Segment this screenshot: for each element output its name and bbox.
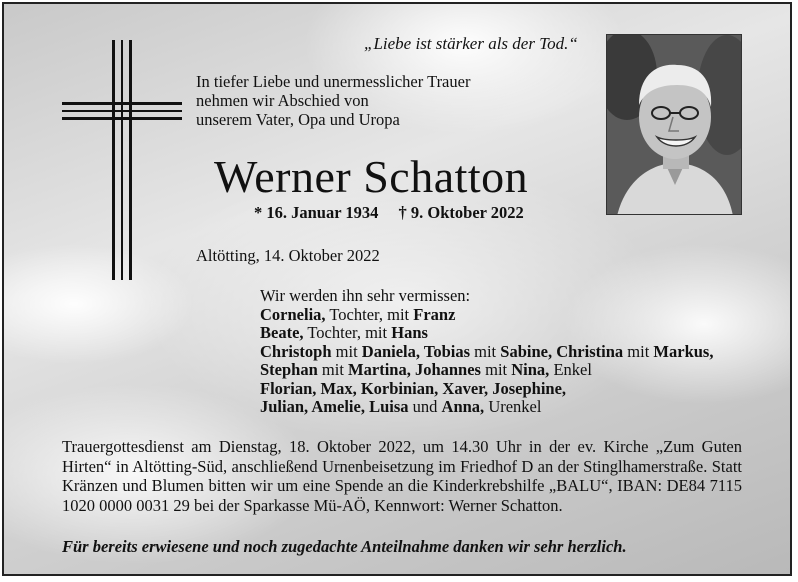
place-date: Altötting, 14. Oktober 2022 [196, 246, 380, 265]
list-item: Cornelia, Tochter, mit Franz [260, 304, 456, 324]
service-info: Trauergottesdienst am Dienstag, 18. Oktober 2022, um 14.30 Uhr in der ev. Kirche „Zum Guten Hirten“ in Altötting-Süd, anschließend Urnenbeisetzung im Friedhof D an der Stinglhamerstraße. Statt Kränzen und Blumen bitten wir um eine Spende an die Kinderkrebshilfe „BALU“, IBAN: DE84 7115 1020 0000 0031 29 bei der Sparkasse Mü-AÖ, Kennwort: Werner Schatton. [62, 437, 742, 515]
obituary-card [2, 2, 792, 576]
thanks-line: Für bereits erwiesene und noch zugedachte Anteilnahme danken wir sehr herzlich. [62, 537, 627, 556]
list-item: Julian, Amelie, Luisa und Anna, Urenkel [260, 397, 542, 416]
portrait-photo [606, 34, 742, 215]
list-item: Christoph mit Daniela, Tobias mit Sabine, Christina mit Markus, [260, 341, 714, 361]
life-dates [254, 203, 524, 223]
family-lead: Wir werden ihn sehr vermissen: [260, 286, 471, 305]
list-item: Beate, Tochter, mit Hans [260, 323, 428, 342]
birth-date: * 16. Januar 1934 [254, 203, 379, 222]
cross-icon [62, 40, 182, 280]
list-item: Stephan mit Martina, Johannes mit Nina, Enkel [260, 360, 592, 379]
quote: „Liebe ist stärker als der Tod.“ [364, 34, 578, 53]
deceased-name: Werner Schatton [214, 151, 529, 202]
intro-text: In tiefer Liebe und unermesslicher Trauer nehmen wir Abschied von unserem Vater, Opa und Uropa [196, 72, 471, 129]
family-list [260, 287, 713, 417]
death-date: † 9. Oktober 2022 [398, 203, 524, 222]
list-item: Florian, Max, Korbinian, Xaver, Josephine, [260, 378, 567, 398]
